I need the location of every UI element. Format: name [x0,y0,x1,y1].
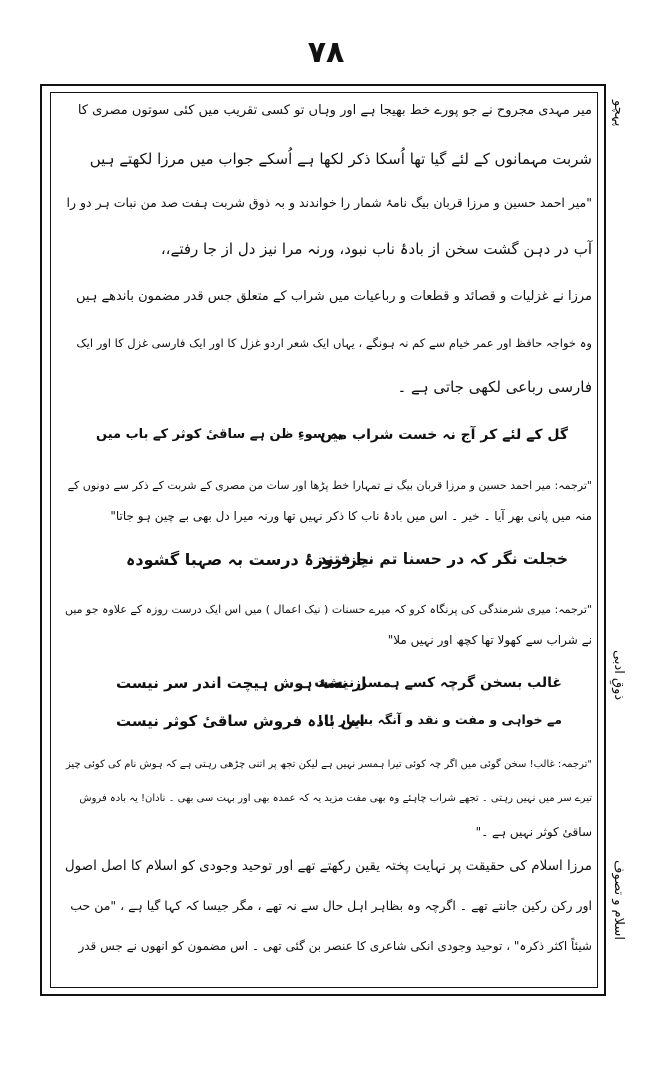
verse-1-right: گل کے لئے کر آج نہ خست شراب میں [320,427,568,443]
translation-2-line-1: "ترجمہ: میری شرمندگی کی پرنگاہ کرو کہ میرے حسنات ( نیک اعمال ) میں اس ایک درست روزہ کے علاوہ جو میں [64,603,592,616]
quote-1-line-2: آب در دہن گشت سخن از بادۂ ناب نبود، ورنہ مرا نیز دل از جا رفتے،، [160,240,592,258]
translation-1-line-1: "ترجمہ: میر احمد حسین و مرزا قربان بیگ نے تمہارا خط پڑھا اور سات من مصری کے شربت کے ذکر سے دونوں کے [67,479,592,492]
paragraph-2-line-1: مرزا نے غزلیات و قصائد و قطعات و رباعیات میں شراب کے متعلق جس قدر مضمون باندھے ہیں [75,289,592,304]
verse-2-left: جز روزۂ درست بہ صہبا گشودہ [126,550,370,569]
paragraph-3-line-3: شیئاً اکثر ذکرہ" ، توحید وجودی انکی شاعری کا عنصر بن گئی تھی ۔ اس مضمون کو انھوں نے جس قدر [78,939,592,953]
verse-3-right: غالب بسخن گرچہ کسے ہمسر نیست [314,675,562,691]
verse-4-right: مے خواہی و مفت و نقد و آنگہ بسیار !!! [317,712,562,727]
paragraph-3-line-1: مرزا اسلام کی حقیقت پر نہایت پختہ یقین رکھتے تھے اور توحید وجودی کو اسلام کا اصل اصول [64,858,592,874]
paragraph-1-line-1: میر مہدی مجروح نے جو پورے خط بھیجا ہے اور وہاں تو کسی تقریب میں کئی سوتوں مصری کا [77,103,592,118]
margin-note-bottom: اسلام و تصوف [611,860,626,940]
inner-border [50,92,598,988]
translation-3-line-3: ساقیٔ کوثر نہیں ہے ۔" [475,825,592,839]
translation-2-line-2: نے شراب سے کھولا تھا کچھ اور نہیں ملا" [387,633,592,647]
margin-note-top: پہچو [611,100,626,127]
paragraph-2-line-2: وہ خواجہ حافظ اور عمر خیام سے کم نہ ہونگے ، یہاں ایک شعر اردو غزل کا اور ایک فارسی غزل کا اور ایک [76,336,592,350]
paragraph-3-line-2: اور رکن رکین جانتے تھے ۔ اگرچہ وہ بظاہر اہل حال سے نہ تھے ، مگر جیسا کہ کہا گیا ہے ، "من حب [70,898,592,913]
verse-1-left: یہ سوءِ ظن ہے ساقیٔ کوثر کے باب میں [96,427,343,442]
paragraph-2-line-3: فارسی رباعی لکھی جاتی ہے ۔ [397,378,592,396]
translation-1-line-2: منہ میں پانی بھر آیا ۔ خیر ۔ اس میں بادۂ ناب کا ذکر نہیں تھا ورنہ میرا دل بھی بے چین ہو جاتا" [110,509,592,523]
page-number: ۷۸ [307,35,345,70]
verse-2-right: خجلت نگر کہ در حسنا تم نیا فتند [318,550,568,568]
translation-3-line-2: تیرے سر میں نہیں رہتی ۔ تجھے شراب چاہئے وہ بھی مفت مزید یہ کہ عمدہ بھی اور بہت سی بھی ۔ نادان! یہ بادہ فروش [79,793,592,804]
quote-1-line-1: "میر احمد حسین و مرزا قربان بیگ نامۂ شمار را خواندند و بہ ذوق شربت ہفت صد من نبات ہر دو را [66,195,592,210]
verse-4-left: ایں بادہ فروش ساقیٔ کوثر نیست [116,712,365,730]
translation-3-line-1: "ترجمہ: غالب! سخن گوئی میں اگر چہ کوئی تیرا ہمسر نہیں ہے لیکن تجھ پر اتنی چڑھی رہتی ہے کہ ہوش نام کی کوئی چیز [65,759,592,770]
verse-3-left: از نشۂ ہوش ہیچت اندر سر نیست [116,674,367,692]
paragraph-1-line-2: شربت مہمانوں کے لئے گیا تھا اُسکا ذکر لکھا ہے اُسکے جواب میں مرزا لکھتے ہیں [89,150,592,168]
margin-note-middle: ذوقِ ادبی [611,650,626,701]
